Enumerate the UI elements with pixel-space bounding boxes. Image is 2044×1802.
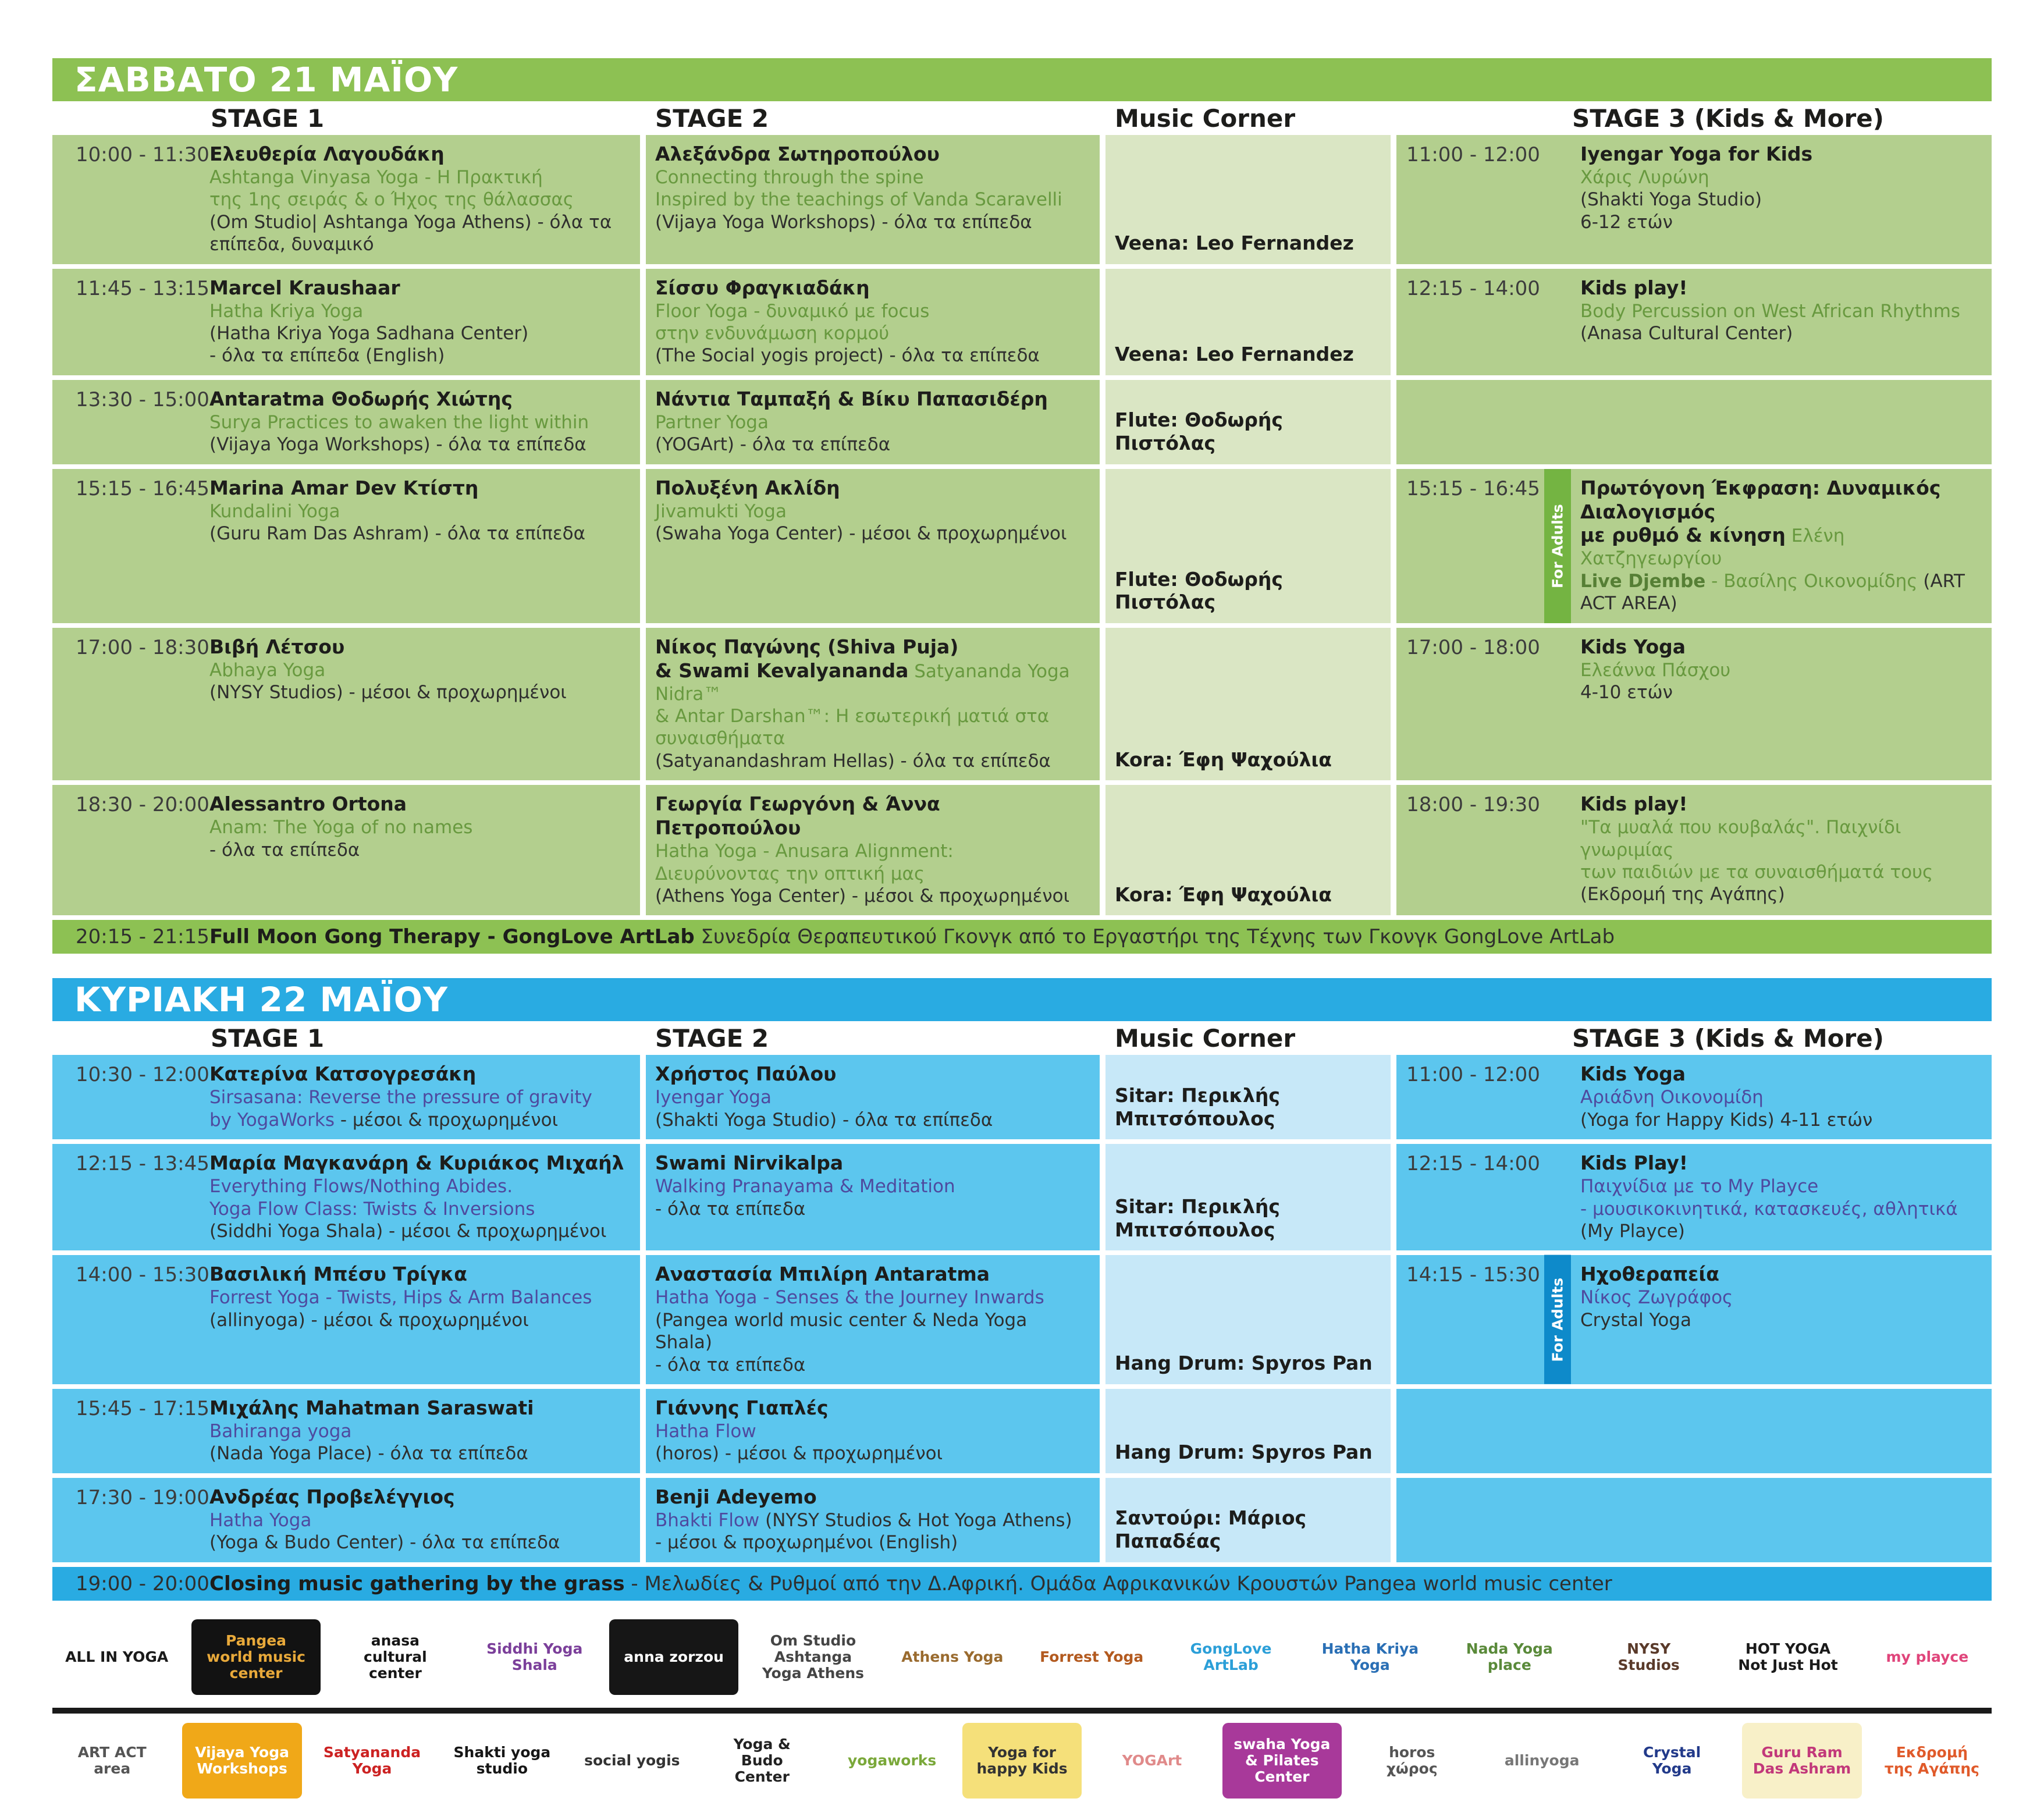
class-style: Connecting through the spine (655, 166, 924, 188)
logo-satyananda-yoga: Satyananda Yoga (312, 1723, 432, 1799)
music-corner-cell (1105, 469, 1391, 623)
stage3-time-slot: 12:15 - 14:00 (1406, 276, 1540, 300)
logo-art-act-area: ART ACT area (52, 1723, 172, 1799)
class-style-2: Inspired by the teachings of Vanda Scaravelli (655, 189, 1062, 211)
class-title: Kids Yoga (1580, 1062, 1686, 1086)
stage3-cell (1396, 1389, 1992, 1473)
age-range: 4-10 ετών (1580, 682, 1673, 703)
class-level: - όλα τα επίπεδα (655, 1198, 806, 1220)
header-music-corner: Music Corner (1115, 1023, 1296, 1053)
time-slot: 18:30 - 20:00 (76, 793, 209, 817)
class-style: Hatha Yoga (209, 1509, 312, 1531)
class-venue: (Satyanandashram Hellas) - όλα τα επίπεδα (655, 750, 1051, 772)
music-act: Kora: Έφη Ψαχούλια (1115, 883, 1332, 906)
stage1-cell (209, 1389, 640, 1473)
teacher-name-2: & Swami Kevalyananda (655, 659, 909, 682)
class-venue: (ART ACT AREA) (1580, 570, 1965, 614)
logo-yogaworks: yogaworks (832, 1723, 951, 1799)
class-title: Ηχοθεραπεία (1580, 1263, 1719, 1286)
teacher-name: Ανδρέας Προβελέγγιος (209, 1485, 455, 1508)
stage1-cell (209, 785, 640, 915)
music-act: Flute: Θοδωρής Πιστόλας (1115, 567, 1283, 614)
logo-crystal-yoga: Crystal Yoga (1612, 1723, 1732, 1799)
class-venue: Crystal Yoga (1580, 1309, 1691, 1331)
class-description-2: των παιδιών με τα συναισθήματά τους (1580, 862, 1933, 883)
teacher-name: Γιάννης Γιαπλές (655, 1396, 829, 1420)
stage1-cell (209, 1055, 640, 1139)
time-slot: 20:15 - 21:15 (76, 925, 209, 949)
teacher-name: Χάρις Λυρώνη (1580, 166, 1709, 188)
logo-nysy-studios: NYSY Studios (1584, 1619, 1713, 1695)
teacher-name: Marina Amar Dev Κτίστη (209, 476, 479, 499)
schedule-row (52, 1144, 1992, 1250)
class-style: Floor Yoga - δυναμικό με focus (655, 300, 930, 322)
time-slot: 13:30 - 15:00 (76, 388, 209, 411)
class-venue: (Guru Ram Das Ashram) - όλα τα επίπεδα (209, 523, 586, 544)
teacher-name: Αλεξάνδρα Σωτηροπούλου (655, 143, 940, 165)
teacher-name: Βασιλική Μπέσυ Τρίγκα (209, 1263, 467, 1286)
class-venue: (Hatha Kriya Yoga Sadhana Center) (209, 323, 529, 344)
stage3-cell (1571, 269, 1992, 375)
class-style-2: Διευρύνοντας την οπτική μας (655, 863, 925, 884)
class-style: Partner Yoga (655, 411, 769, 433)
class-style: Hatha Yoga - Senses & the Journey Inwards (655, 1287, 1044, 1309)
stage1-cell (209, 1144, 640, 1250)
class-title: Kids play! (1580, 792, 1688, 816)
class-title: Kids Play! (1580, 1151, 1688, 1175)
time-slot: 15:15 - 16:45 (76, 477, 209, 500)
logo-allinyoga: allinyoga (1482, 1723, 1601, 1799)
stage3-cell (1571, 1144, 1992, 1250)
logo-row-1 (52, 1616, 1992, 1698)
class-style: Kundalini Yoga (209, 500, 340, 522)
header-stage2: STAGE 2 (655, 104, 769, 133)
class-venue: (Vijaya Yoga Workshops) - όλα τα επίπεδα (655, 211, 1032, 233)
stage3-time-slot: 17:00 - 18:00 (1406, 635, 1540, 659)
event-description: - Μελωδίες & Ρυθμοί από την Δ.Αφρική. Ομάδα Αφρικανικών Κρουστών Pangea world music center (624, 1572, 1612, 1595)
class-title: Πρωτόγονη Έκφραση: Δυναμικός Διαλογισμός (1580, 476, 1941, 523)
class-level: - μέσοι & προχωρημένοι (340, 1109, 559, 1131)
teacher-name: Antaratma Θοδωρής Χιώτης (209, 387, 513, 410)
class-style: Bhakti Flow (655, 1509, 766, 1531)
saturday-schedule (52, 58, 1992, 954)
class-style: Hatha Kriya Yoga (209, 300, 364, 322)
class-style: Bahiranga yoga (209, 1420, 352, 1442)
class-style: Surya Practices to awaken the light within (209, 411, 589, 433)
music-act: Veena: Leo Fernandez (1115, 343, 1354, 366)
stage3-cell (1571, 135, 1992, 264)
teacher-name: Ελένη Χατζηγεωργίου (1580, 525, 1845, 570)
logo-yogart: YOGArt (1092, 1723, 1211, 1799)
class-description: Παιχνίδια με το My Playce (1580, 1176, 1819, 1197)
class-style: Abhaya Yoga (209, 659, 326, 681)
music-corner-cell (1105, 1389, 1391, 1473)
teacher-name: Αριάδνη Οικονομίδη (1580, 1087, 1764, 1108)
class-venue: (Pangea world music center & Neda Yoga Shala) (655, 1309, 1028, 1353)
sunday-column-headers (52, 1021, 1992, 1055)
stage3-cell (1571, 628, 1992, 781)
time-slot: 17:30 - 19:00 (76, 1485, 209, 1509)
teacher-name: Πολυξένη Ακλίδη (655, 476, 840, 499)
schedule-row (52, 628, 1992, 781)
class-venue: (Nada Yoga Place) - όλα τα επίπεδα (209, 1443, 528, 1465)
saturday-evening-event (52, 920, 1992, 954)
time-slot: 10:00 - 11:30 (76, 143, 209, 166)
stage2-cell (646, 1055, 1100, 1139)
logo-anasa-cultural-center: anasa cultural center (331, 1619, 460, 1695)
class-venue: (NYSY Studios & Hot Yoga Athens) (765, 1509, 1072, 1531)
teacher-name: Νίκος Παγώνης (Shiva Puja) (655, 635, 959, 658)
class-venue: (Yoga & Budo Center) - όλα τα επίπεδα (209, 1532, 560, 1554)
class-venue: (Shakti Yoga Studio) - όλα τα επίπεδα (655, 1109, 993, 1131)
teacher-name: Σίσσυ Φραγκιαδάκη (655, 276, 870, 299)
header-stage1: STAGE 1 (211, 1023, 325, 1053)
time-slot: 17:00 - 18:30 (76, 635, 209, 659)
teacher-name: Νάντια Ταμπαξή & Βίκυ Παπασιδέρη (655, 387, 1048, 410)
logo-om-studio-ashtanga-yoga-athens: Om Studio Ashtanga Yoga Athens (749, 1619, 877, 1695)
teacher-name: Γεωργία Γεωργόνη & Άννα Πετροπούλου (655, 792, 940, 840)
teacher-name: Swami Nirvikalpa (655, 1151, 844, 1175)
schedule-row (52, 469, 1992, 623)
class-style: Forrest Yoga - Twists, Hips & Arm Balances (209, 1287, 592, 1309)
stage1-cell (209, 380, 640, 464)
stage2-cell (646, 1255, 1100, 1384)
header-stage2: STAGE 2 (655, 1023, 769, 1053)
stage1-cell (209, 469, 640, 623)
logo-guru-ram-das-ashram: Guru Ram Das Ashram (1742, 1723, 1861, 1799)
class-style-2: Yoga Flow Class: Twists & Inversions (209, 1198, 535, 1220)
header-stage3: STAGE 3 (Kids & More) (1572, 1023, 1884, 1053)
teacher-name: Μαρία Μαγκανάρη & Κυριάκος Μιχαήλ (209, 1151, 624, 1175)
class-venue: (Athens Yoga Center) - μέσοι & προχωρημένοι (655, 885, 1070, 907)
logo-gonglove-artlab: GongLove ArtLab (1167, 1619, 1295, 1695)
teacher-name: Βιβή Λέτσου (209, 635, 345, 658)
age-range: 6-12 ετών (1580, 211, 1673, 233)
schedule-row (52, 785, 1992, 915)
class-venue: (YOGArt) - όλα τα επίπεδα (655, 434, 891, 456)
class-venue: (NYSY Studios) - μέσοι & προχωρημένοι (209, 682, 567, 703)
class-style: Satyananda Yoga Nidra™ (655, 660, 1070, 705)
class-style-2: by YogaWorks (209, 1109, 340, 1131)
logo-nada-yoga-place: Nada Yoga place (1445, 1619, 1574, 1695)
sunday-schedule (52, 978, 1992, 1600)
logo-shakti-yoga-studio: Shakti yoga studio (442, 1723, 561, 1799)
header-stage3: STAGE 3 (Kids & More) (1572, 104, 1884, 133)
class-venue: (My Playce) (1580, 1220, 1685, 1242)
stage3-time-slot: 11:00 - 12:00 (1406, 143, 1540, 166)
logo-hot-yoga-athens: HOT YOGA Not Just Hot (1723, 1619, 1852, 1695)
logo-row-2 (52, 1719, 1992, 1802)
event-description: Συνεδρία Θεραπευτικού Γκονγκ από το Εργαστήρι της Τέχνης των Γκονγκ GongLove ArtLab (694, 925, 1615, 949)
stage3-cell (1396, 1478, 1992, 1562)
stage2-cell (646, 135, 1100, 264)
music-corner-cell (1105, 135, 1391, 264)
teacher-name: Ελευθερία Λαγουδάκη (209, 143, 445, 165)
class-level: - μέσοι & προχωρημένοι (English) (655, 1532, 958, 1554)
music-corner-cell (1105, 1478, 1391, 1562)
stage3-time-slot: 12:15 - 14:00 (1406, 1152, 1540, 1176)
schedule-row (52, 1389, 1992, 1473)
stage3-time-slot: 15:15 - 16:45 (1406, 477, 1540, 500)
sunday-title: ΚΥΡΙΑΚΗ 22 ΜΑΪΟΥ (52, 978, 1992, 1021)
music-corner-cell (1105, 1144, 1391, 1250)
stage2-cell (646, 1389, 1100, 1473)
class-venue: (Εκδρομή της Αγάπης) (1580, 884, 1785, 905)
stage3-cell (1571, 1055, 1992, 1139)
class-level: - όλα τα επίπεδα (655, 1354, 806, 1376)
class-description-2: - μουσικοκινητικά, κατασκευές, αθλητικά (1580, 1198, 1958, 1220)
partner-logos (52, 1601, 1992, 1802)
teacher-name: Μιχάλης Mahatman Saraswati (209, 1396, 534, 1420)
stage1-cell (209, 135, 640, 264)
class-style-2: στην ενδυνάμωση κορμού (655, 323, 890, 344)
stage1-cell (209, 628, 640, 781)
stage2-cell (646, 1478, 1100, 1562)
class-style: Anam: The Yoga of no names (209, 817, 473, 838)
for-adults-tab: For Adults (1544, 1255, 1571, 1384)
stage1-cell (209, 1255, 640, 1384)
stage2-cell (646, 380, 1100, 464)
class-style: Walking Pranayama & Meditation (655, 1176, 955, 1197)
music-corner-cell (1105, 1055, 1391, 1139)
stage3-time-slot: 14:15 - 15:30 (1406, 1263, 1540, 1287)
class-style: Iyengar Yoga (655, 1087, 772, 1108)
music-act: Σαντούρι: Μάριος Παπαδέας (1115, 1506, 1307, 1552)
class-venue: (The Social yogis project) - όλα τα επίπεδα (655, 345, 1040, 367)
schedule-row (52, 135, 1992, 264)
class-venue: (Om Studio| Ashtanga Yoga Athens) - όλα τα επίπεδα, δυναμικό (209, 211, 612, 255)
schedule-row (52, 380, 1992, 464)
teacher-name: Νίκος Ζωγράφος (1580, 1287, 1733, 1309)
logo-my-playce: my playce (1863, 1619, 1992, 1695)
teacher-name: Benji Adeyemo (655, 1485, 817, 1508)
teacher-name: Ελεάννα Πάσχου (1580, 659, 1731, 681)
logo-ekdromi-tis-agapis: Εκδρομή της Αγάπης (1872, 1723, 1992, 1799)
music-act: Hang Drum: Spyros Pan (1115, 1352, 1373, 1375)
stage1-cell (209, 1478, 640, 1562)
music-corner-cell (1105, 1255, 1391, 1384)
teacher-name: Marcel Kraushaar (209, 276, 400, 299)
class-style: Ashtanga Vinyasa Yoga - Η Πρακτική (209, 166, 543, 188)
logo-forrest-yoga: Forrest Yoga (1028, 1619, 1156, 1695)
class-style: Jivamukti Yoga (655, 500, 787, 522)
class-title-2: με ρυθμό & κίνηση (1580, 524, 1786, 547)
musician-name: - Βασίλης Οικονομίδης (1705, 570, 1924, 592)
class-venue: (Swaha Yoga Center) - μέσοι & προχωρημένοι (655, 523, 1067, 544)
live-djembe-label: Live Djembe (1580, 570, 1706, 592)
logo-siddhi-yoga-shala: Siddhi Yoga Shala (470, 1619, 599, 1695)
stage3-cell (1396, 380, 1992, 464)
logo-pangea-world-music-center: Pangea world music center (191, 1619, 320, 1695)
event-title: Closing music gathering by the grass (209, 1572, 625, 1595)
class-style: Hatha Yoga - Anusara Alignment: (655, 841, 954, 862)
music-act: Sitar: Περικλής Μπιτσόπουλος (1115, 1083, 1280, 1130)
for-adults-tab: For Adults (1544, 469, 1571, 623)
teacher-name: Alessantro Ortona (209, 792, 407, 816)
class-venue: (Vijaya Yoga Workshops) - όλα τα επίπεδα (209, 434, 586, 456)
music-act: Kora: Έφη Ψαχούλια (1115, 748, 1332, 771)
time-slot: 14:00 - 15:30 (76, 1263, 209, 1287)
logo-all-in-yoga: ALL IN YOGA (52, 1619, 181, 1695)
saturday-title: ΣΑΒΒΑΤΟ 21 ΜΑΪΟΥ (52, 58, 1992, 101)
stage2-cell (646, 469, 1100, 623)
stage1-cell (209, 269, 640, 375)
header-music-corner: Music Corner (1115, 104, 1296, 133)
time-slot: 12:15 - 13:45 (76, 1152, 209, 1176)
teacher-name: Χρήστος Παύλου (655, 1062, 837, 1086)
class-title: Kids Yoga (1580, 635, 1686, 658)
teacher-name: Κατερίνα Κατσογρεσάκη (209, 1062, 477, 1086)
class-level: - όλα τα επίπεδα (209, 839, 360, 861)
stage2-cell (646, 628, 1100, 781)
music-corner-cell (1105, 269, 1391, 375)
class-title: Kids play! (1580, 276, 1688, 299)
class-style-2: της 1ης σειράς & ο Ήχος της θάλασσας (209, 189, 574, 211)
class-title: Iyengar Yoga for Kids (1580, 143, 1813, 165)
stage2-cell (646, 269, 1100, 375)
schedule-row (52, 1478, 1992, 1562)
schedule-row (52, 269, 1992, 375)
class-style: Everything Flows/Nothing Abides. (209, 1176, 513, 1197)
logo-vijaya-yoga-workshops: Vijaya Yoga Workshops (182, 1723, 301, 1799)
class-style: Sirsasana: Reverse the pressure of gravity (209, 1087, 592, 1108)
time-slot: 10:30 - 12:00 (76, 1063, 209, 1087)
music-act: Veena: Leo Fernandez (1115, 232, 1354, 255)
class-venue: (allinyoga) - μέσοι & προχωρημένοι (209, 1309, 529, 1331)
schedule-row (52, 1255, 1992, 1384)
stage3-cell (1571, 469, 1992, 623)
logo-hatha-kriya-yoga: Hatha Kriya Yoga (1306, 1619, 1434, 1695)
stage2-cell (646, 1144, 1100, 1250)
logo-yoga-for-happy-kids: Yoga for happy Kids (962, 1723, 1082, 1799)
teacher-name: Αναστασία Μπιλίρη Antaratma (655, 1263, 990, 1286)
class-venue: (horos) - μέσοι & προχωρημένοι (655, 1443, 943, 1465)
class-venue: (Siddhi Yoga Shala) - μέσοι & προχωρημένοι (209, 1220, 607, 1242)
music-act: Flute: Θοδωρής Πιστόλας (1115, 408, 1283, 455)
music-corner-cell (1105, 785, 1391, 915)
music-act: Hang Drum: Spyros Pan (1115, 1441, 1373, 1464)
class-style-2: & Antar Darshan™: Η εσωτερική ματιά στα συναισθήματα (655, 705, 1050, 749)
logo-social-yogis: social yogis (573, 1723, 692, 1799)
class-venue: (Yoga for Happy Kids) 4-11 ετών (1580, 1109, 1873, 1131)
class-level: - όλα τα επίπεδα (English) (209, 345, 445, 367)
time-slot: 11:45 - 13:15 (76, 276, 209, 300)
stage3-time-slot: 18:00 - 19:30 (1406, 793, 1540, 817)
stage3-cell (1571, 785, 1992, 915)
logo-swaha-yoga-pilates-center: swaha Yoga & Pilates Center (1222, 1723, 1342, 1799)
class-venue: (Anasa Cultural Center) (1580, 323, 1793, 344)
event-title: Full Moon Gong Therapy - GongLove ArtLab (209, 925, 695, 949)
sunday-closing-event (52, 1567, 1992, 1601)
header-stage1: STAGE 1 (211, 104, 325, 133)
time-slot: 19:00 - 20:00 (76, 1572, 209, 1595)
stage2-cell (646, 785, 1100, 915)
saturday-column-headers (52, 101, 1992, 135)
time-slot: 15:45 - 17:15 (76, 1397, 209, 1421)
logo-anna-zorzou: anna zorzou (609, 1619, 738, 1695)
logo-yoga-budo-center: Yoga & Budo Center (702, 1723, 822, 1799)
music-corner-cell (1105, 380, 1391, 464)
logo-athens-yoga: Athens Yoga (888, 1619, 1016, 1695)
music-corner-cell (1105, 628, 1391, 781)
logo-row-separator (52, 1708, 1992, 1714)
class-style: Hatha Flow (655, 1420, 756, 1442)
stage3-time-slot: 11:00 - 12:00 (1406, 1063, 1540, 1087)
stage3-cell (1571, 1255, 1992, 1384)
schedule-row (52, 1055, 1992, 1139)
logo-horos-xoros: horos χώρος (1352, 1723, 1471, 1799)
class-style: Body Percussion on West African Rhythms (1580, 300, 1961, 322)
class-venue: (Shakti Yoga Studio) (1580, 189, 1762, 211)
class-description: "Τα μυαλά που κουβαλάς". Παιχνίδι γνωριμίας (1580, 817, 1901, 861)
music-act: Sitar: Περικλής Μπιτσόπουλος (1115, 1195, 1280, 1241)
